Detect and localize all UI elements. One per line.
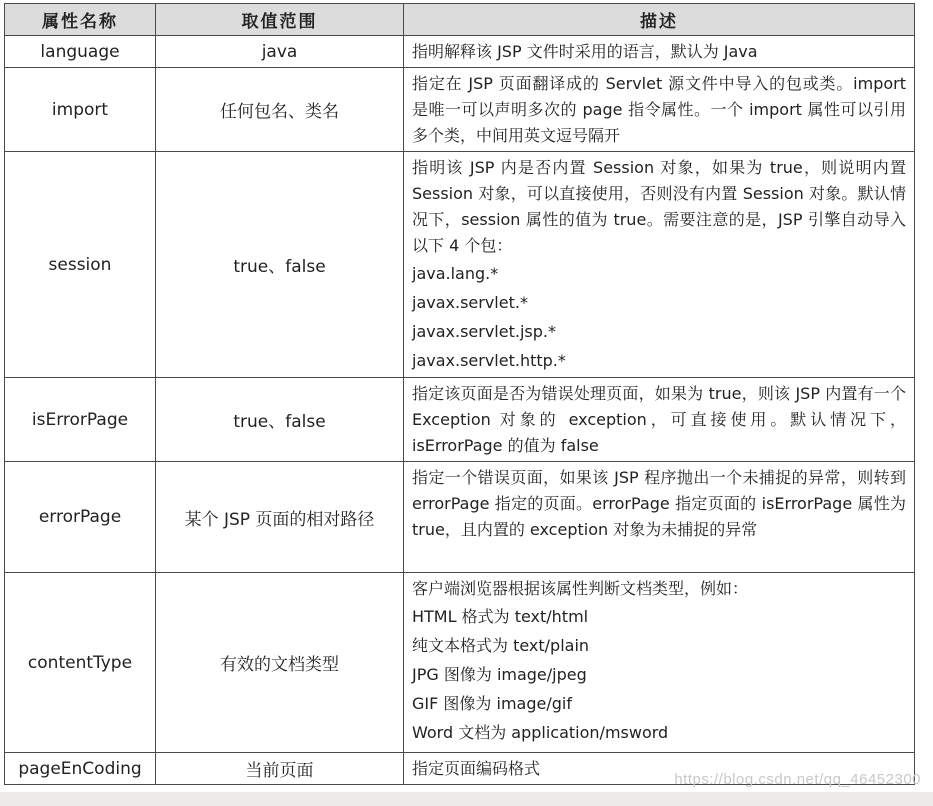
- value-range: 某个 JSP 页面的相对路径: [156, 462, 404, 573]
- content-type-example: Word 文档为 application/msword: [412, 723, 669, 742]
- value-range: java: [156, 36, 404, 68]
- description: [404, 573, 915, 753]
- description-text: 客户端浏览器根据该属性判断文档类型，例如：: [412, 579, 749, 598]
- value-range: 当前页面: [156, 753, 404, 785]
- table-row: [5, 462, 915, 573]
- description-text: 指定一个错误页面，如果该 JSP 程序抛出一个未捕捉的异常，则转到 errorPage 指定的页面。errorPage 指定页面的 isErrorPage 属性为 true，且内置的 exception 对象为未捕捉的异常: [412, 468, 906, 539]
- description-text: 指定在 JSP 页面翻译成的 Servlet 源文件中导入的包或类。import 是唯一可以声明多次的 page 指令属性。一个 import 属性可以引用多个类，中间用英文逗号隔开: [412, 74, 906, 145]
- content-type-example: HTML 格式为 text/html: [412, 607, 589, 626]
- header-attribute-name: 属性名称: [5, 4, 156, 36]
- package-item: javax.servlet.http.*: [412, 351, 566, 370]
- value-range: 任何包名、类名: [156, 68, 404, 152]
- package-item: java.lang.*: [412, 264, 499, 283]
- content-type-example: GIF 图像为 image/gif: [412, 694, 572, 713]
- table-row: [5, 573, 915, 753]
- content-type-example: 纯文本格式为 text/plain: [412, 636, 590, 655]
- package-item: javax.servlet.jsp.*: [412, 322, 556, 341]
- description: [404, 378, 915, 462]
- description: [404, 68, 915, 152]
- page-bottom-band: [0, 792, 933, 806]
- attribute-name: contentType: [5, 573, 156, 753]
- watermark: https://blog.csdn.net/qq_46452300: [674, 771, 921, 788]
- description-text: 指定页面编码格式: [412, 759, 541, 778]
- attribute-name: isErrorPage: [5, 378, 156, 462]
- description: [404, 462, 915, 573]
- value-range: true、false: [156, 378, 404, 462]
- attribute-name: import: [5, 68, 156, 152]
- description: [404, 36, 915, 68]
- content-type-example: JPG 图像为 image/jpeg: [412, 665, 587, 684]
- table-row: [5, 378, 915, 462]
- attribute-name: errorPage: [5, 462, 156, 573]
- package-item: javax.servlet.*: [412, 293, 528, 312]
- attribute-name: pageEnCoding: [5, 753, 156, 785]
- description-text: 指定该页面是否为错误处理页面，如果为 true，则该 JSP 内置有一个 Exception 对象的 exception，可直接使用。默认情况下，isErrorPage 的值为 false: [412, 384, 906, 455]
- table-row: [5, 152, 915, 378]
- description-text: 指明该 JSP 内是否内置 Session 对象，如果为 true，则说明内置 Session 对象，可以直接使用，否则没有内置 Session 对象。默认情况下，session 属性的值为 true。需要注意的是，JSP 引擎自动导入以下 4 个包：: [412, 158, 906, 255]
- attribute-name: language: [5, 36, 156, 68]
- value-range: true、false: [156, 152, 404, 378]
- description-text: 指明解释该 JSP 文件时采用的语言，默认为 Java: [412, 42, 758, 61]
- description: [404, 152, 915, 378]
- attribute-name: session: [5, 152, 156, 378]
- table-header-row: [5, 4, 915, 36]
- table-row: [5, 68, 915, 152]
- value-range: 有效的文档类型: [156, 573, 404, 753]
- table-row: [5, 36, 915, 68]
- page-directive-attributes-table: [4, 3, 915, 785]
- header-value-range: 取值范围: [156, 4, 404, 36]
- header-description: 描述: [404, 4, 915, 36]
